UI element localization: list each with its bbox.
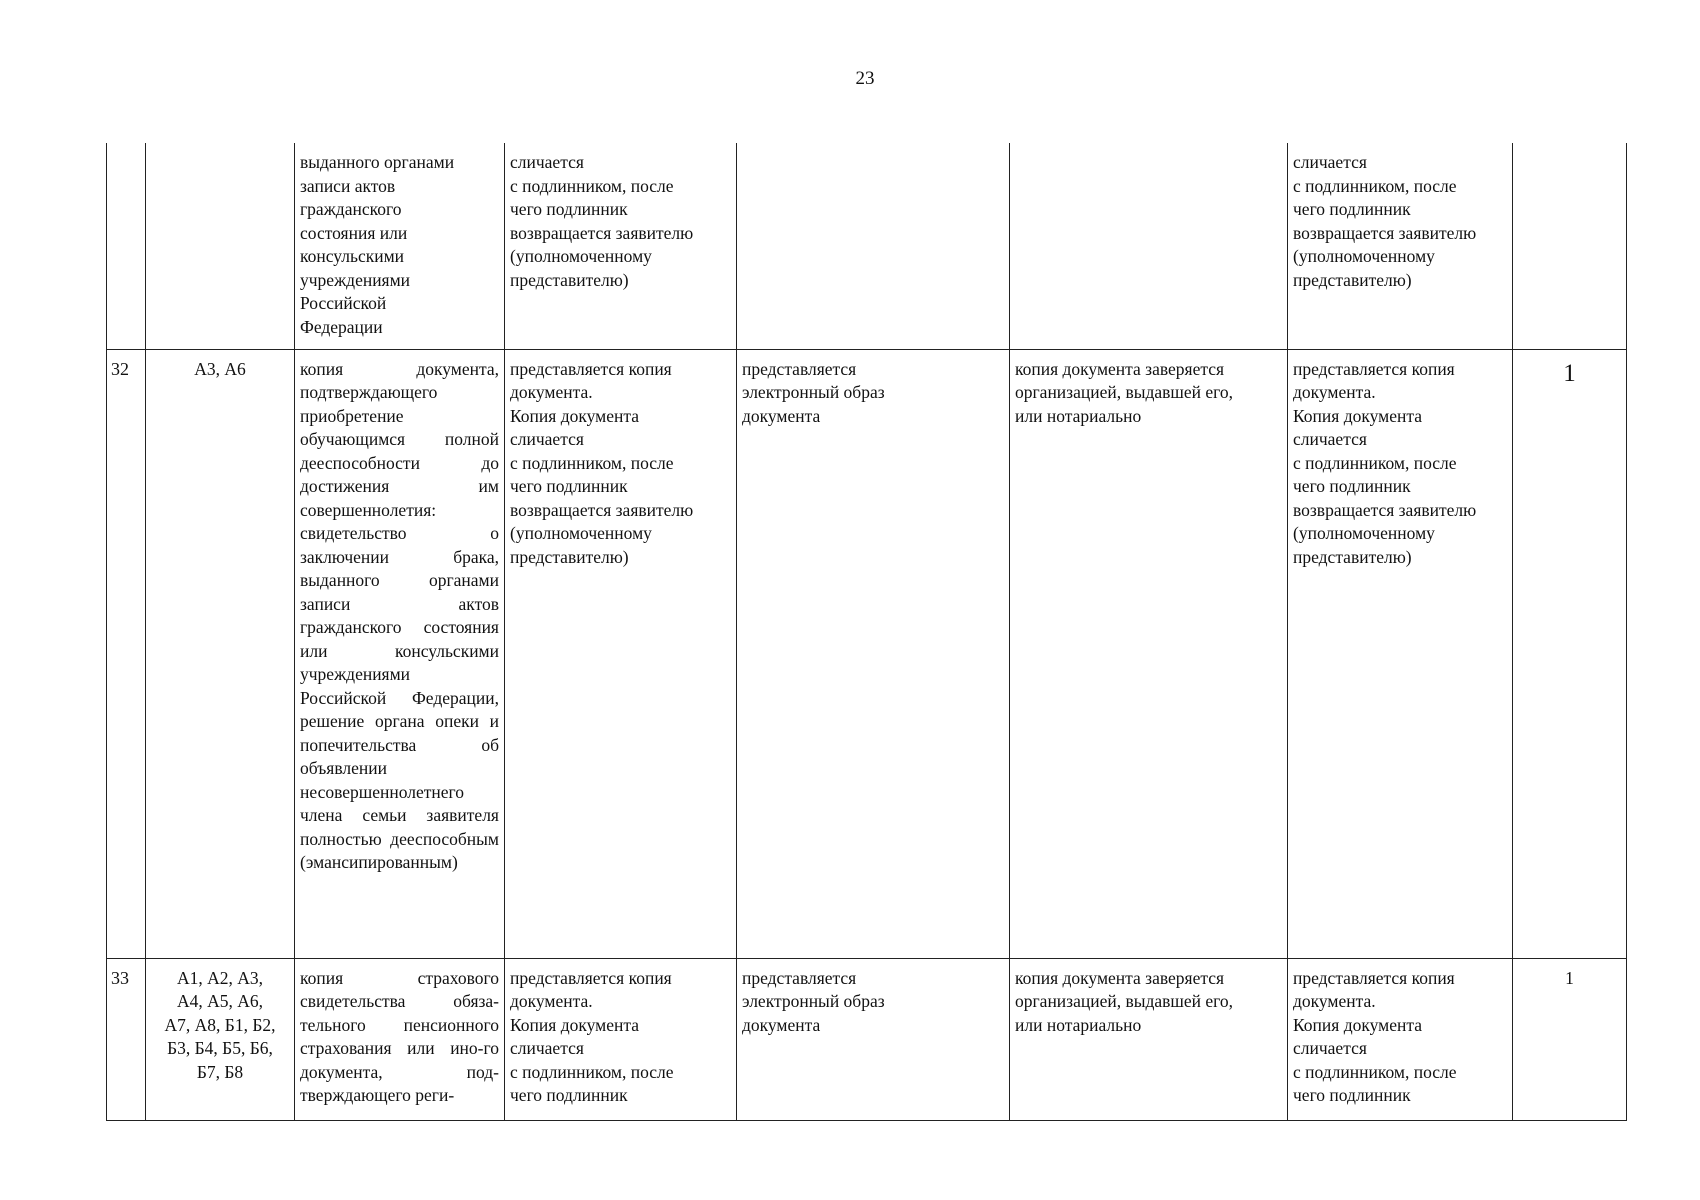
mfc-submission-cell: представляется копия документа. Копия документа сличается с подлинником, после чего подлинник xyxy=(1288,958,1513,1120)
certification-cell: копия документа заверяется организацией, выдавшей его, или нотариально xyxy=(1010,349,1288,958)
applicant-codes-cell xyxy=(146,143,295,349)
quantity-cell: 1 xyxy=(1513,349,1627,958)
certification-cell xyxy=(1010,143,1288,349)
quantity-cell xyxy=(1513,143,1627,349)
table-row xyxy=(107,349,1627,958)
row-number-cell xyxy=(107,143,146,349)
documents-table xyxy=(106,143,1627,1121)
paper-submission-cell: представляется копия документа. Копия документа сличается с подлинником, после чего подлинник xyxy=(505,958,737,1120)
page-number: 23 xyxy=(855,68,875,89)
document-name-cell: выданного органами записи актов гражданского состояния или консульскими учреждениями Российской Федерации xyxy=(295,143,505,349)
mfc-submission-cell: сличается с подлинником, после чего подлинник возвращается заявителю (уполномоченному представителю) xyxy=(1288,143,1513,349)
paper-submission-cell: представляется копия документа. Копия документа сличается с подлинником, после чего подлинник возвращается заявителю (уполномоченному представителю) xyxy=(505,349,737,958)
row-number-cell: 33 xyxy=(107,958,146,1120)
mfc-submission-cell: представляется копия документа. Копия документа сличается с подлинником, после чего подлинник возвращается заявителю (уполномоченному представителю) xyxy=(1288,349,1513,958)
electronic-submission-cell: представляется электронный образ документа xyxy=(737,958,1010,1120)
electronic-submission-cell xyxy=(737,143,1010,349)
applicant-codes-cell: А1, А2, А3, А4, А5, А6, А7, А8, Б1, Б2, Б3, Б4, Б5, Б6, Б7, Б8 xyxy=(146,958,295,1120)
electronic-submission-cell: представляется электронный образ документа xyxy=(737,349,1010,958)
document-name-cell: копия документа, подтверждающего приобретение обучающимся полной дееспособности до достижения им совершеннолетия: свидетельство о заключении брака, выданного органами записи актов гражданского состояния или консульскими учреждениями Российской Федерации, решение органа опеки и попечительства об объявлении несовершеннолетнего члена семьи заявителя полностью дееспособным (эмансипированным) xyxy=(295,349,505,958)
table-row xyxy=(107,958,1627,1120)
row-number-cell: 32 xyxy=(107,349,146,958)
applicant-codes-cell: А3, А6 xyxy=(146,349,295,958)
quantity-cell: 1 xyxy=(1513,958,1627,1120)
document-name-cell: копия страхового свидетельства обяза-тельного пенсионного страхования или ино-го документа, под-тверждающего реги- xyxy=(295,958,505,1120)
table-row-continued xyxy=(107,143,1627,349)
certification-cell: копия документа заверяется организацией, выдавшей его, или нотариально xyxy=(1010,958,1288,1120)
paper-submission-cell: сличается с подлинником, после чего подлинник возвращается заявителю (уполномоченному представителю) xyxy=(505,143,737,349)
